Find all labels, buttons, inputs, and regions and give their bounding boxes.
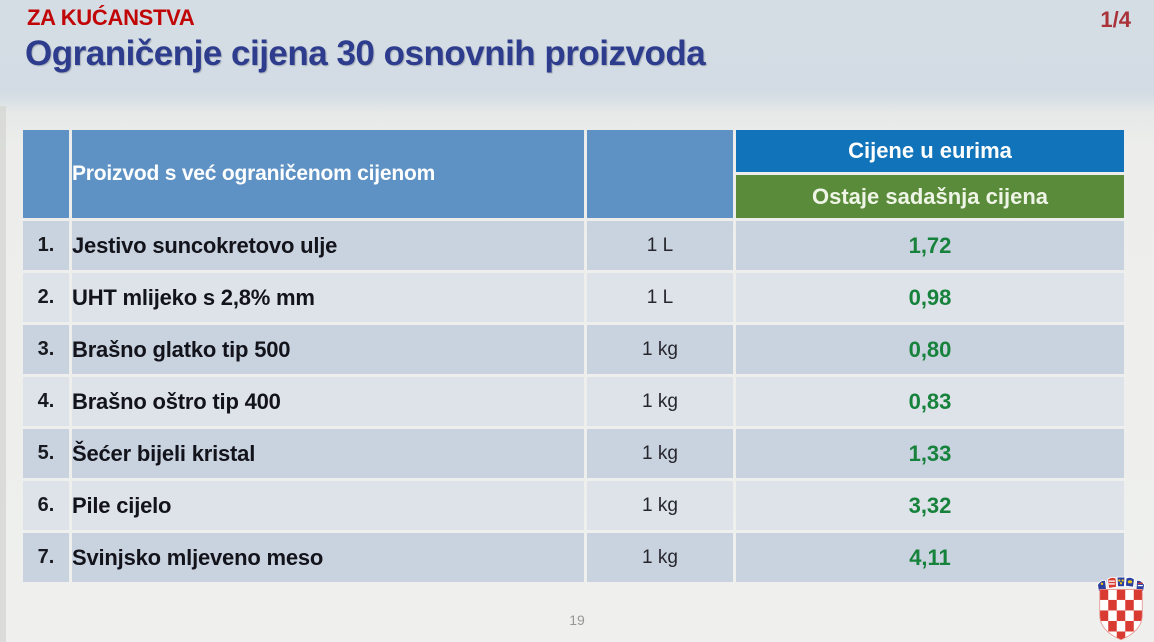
price-table (20, 127, 1127, 585)
product-cell: Jestivo suncokretovo ulje (72, 221, 584, 270)
price-cell: 0,83 (736, 377, 1124, 426)
table-row (23, 481, 1124, 530)
page-title: Ograničenje cijena 30 osnovnih proizvoda (25, 34, 706, 73)
left-edge-strip (0, 106, 6, 642)
product-cell: UHT mlijeko s 2,8% mm (72, 273, 584, 322)
row-number-cell: 3. (23, 325, 69, 374)
product-cell: Šećer bijeli kristal (72, 429, 584, 478)
table-row (23, 221, 1124, 270)
table-row (23, 325, 1124, 374)
price-cell: 1,33 (736, 429, 1124, 478)
row-number-header (23, 130, 69, 218)
price-cell: 0,80 (736, 325, 1124, 374)
product-column-header: Proizvod s već ograničenom cijenom (72, 130, 584, 218)
croatia-coat-of-arms-icon (1093, 576, 1149, 642)
table-row (23, 533, 1124, 582)
price-cell: 0,98 (736, 273, 1124, 322)
unit-cell: 1 kg (587, 325, 733, 374)
unit-cell: 1 kg (587, 377, 733, 426)
row-number-cell: 7. (23, 533, 69, 582)
table-row (23, 429, 1124, 478)
table-row (23, 273, 1124, 322)
page-number: 19 (569, 612, 585, 628)
unit-cell: 1 L (587, 221, 733, 270)
row-number-cell: 6. (23, 481, 69, 530)
unit-cell: 1 L (587, 273, 733, 322)
table-body (23, 221, 1124, 582)
table-row (23, 377, 1124, 426)
price-cell: 3,32 (736, 481, 1124, 530)
product-cell: Brašno oštro tip 400 (72, 377, 584, 426)
product-cell: Brašno glatko tip 500 (72, 325, 584, 374)
price-group-header: Cijene u eurima (736, 130, 1124, 172)
unit-column-header (587, 130, 733, 218)
unit-cell: 1 kg (587, 481, 733, 530)
product-cell: Svinjsko mljeveno meso (72, 533, 584, 582)
table-head (23, 130, 1124, 218)
row-number-cell: 5. (23, 429, 69, 478)
unit-cell: 1 kg (587, 429, 733, 478)
coat-of-arms-shield (1100, 589, 1143, 642)
price-cell: 4,11 (736, 533, 1124, 582)
row-number-cell: 2. (23, 273, 69, 322)
unit-cell: 1 kg (587, 533, 733, 582)
row-number-cell: 1. (23, 221, 69, 270)
price-subheader: Ostaje sadašnja cijena (736, 175, 1124, 218)
row-number-cell: 4. (23, 377, 69, 426)
page-indicator: 1/4 (1100, 7, 1131, 32)
product-cell: Pile cijelo (72, 481, 584, 530)
header-kicker: ZA KUĆANSTVA (27, 5, 195, 30)
price-cell: 1,72 (736, 221, 1124, 270)
